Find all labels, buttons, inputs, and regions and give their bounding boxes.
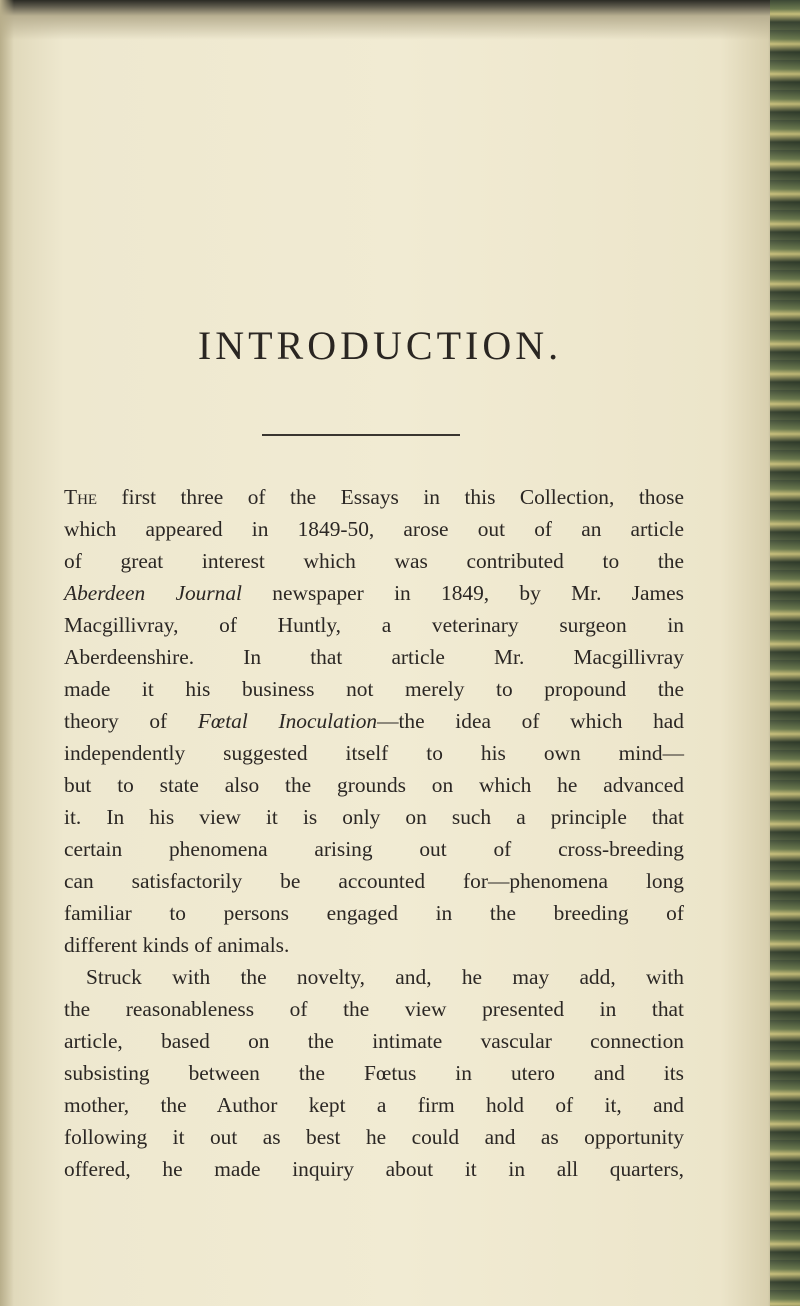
body-text: [64, 481, 684, 1185]
text-line: but to state also the grounds on which he advanced: [64, 773, 684, 797]
text-line: offered, he made inquiry about it in all quarters,: [64, 1157, 684, 1181]
text-line: following it out as best he could and as opportunity: [64, 1125, 684, 1149]
text-line: independently suggested itself to his own mind—: [64, 741, 684, 765]
page-top-shadow: [0, 0, 800, 40]
text-line: subsisting between the Fœtus in utero and its: [64, 1061, 684, 1085]
text-line: mother, the Author kept a firm hold of it, and: [64, 1093, 684, 1117]
text-line: the reasonableness of the view presented in that: [64, 997, 684, 1021]
text-line: it. In his view it is only on such a principle that: [64, 805, 684, 829]
text-line: can satisfactorily be accounted for—phenomena long: [64, 869, 684, 893]
chapter-heading: INTRODUCTION.: [197, 323, 563, 368]
text-line: familiar to persons engaged in the breeding of: [64, 901, 684, 925]
text-line: article, based on the intimate vascular connection: [64, 1029, 684, 1053]
text-line: which appeared in 1849-50, arose out of an article: [64, 517, 684, 541]
text-line: Macgillivray, of Huntly, a veterinary surgeon in: [64, 613, 684, 637]
text-line: Aberdeenshire. In that article Mr. Macgillivray: [64, 645, 684, 669]
text-line: Struck with the novelty, and, he may add, with: [86, 965, 684, 989]
text-line: Aberdeen Journal newspaper in 1849, by Mr. James: [64, 581, 685, 605]
book-spine-edge: [770, 0, 800, 1306]
text-line: The first three of the Essays in this Collection, those: [64, 485, 684, 509]
text-line: of great interest which was contributed to the: [64, 549, 684, 573]
text-line: made it his business not merely to propound the: [64, 677, 684, 701]
text-line: different kinds of animals.: [64, 933, 290, 957]
text-line: certain phenomena arising out of cross-breeding: [64, 837, 684, 861]
heading-rule: [262, 434, 460, 436]
page-left-edge: [0, 0, 14, 1306]
text-line: theory of Fœtal Inoculation—the idea of which had: [64, 709, 684, 733]
